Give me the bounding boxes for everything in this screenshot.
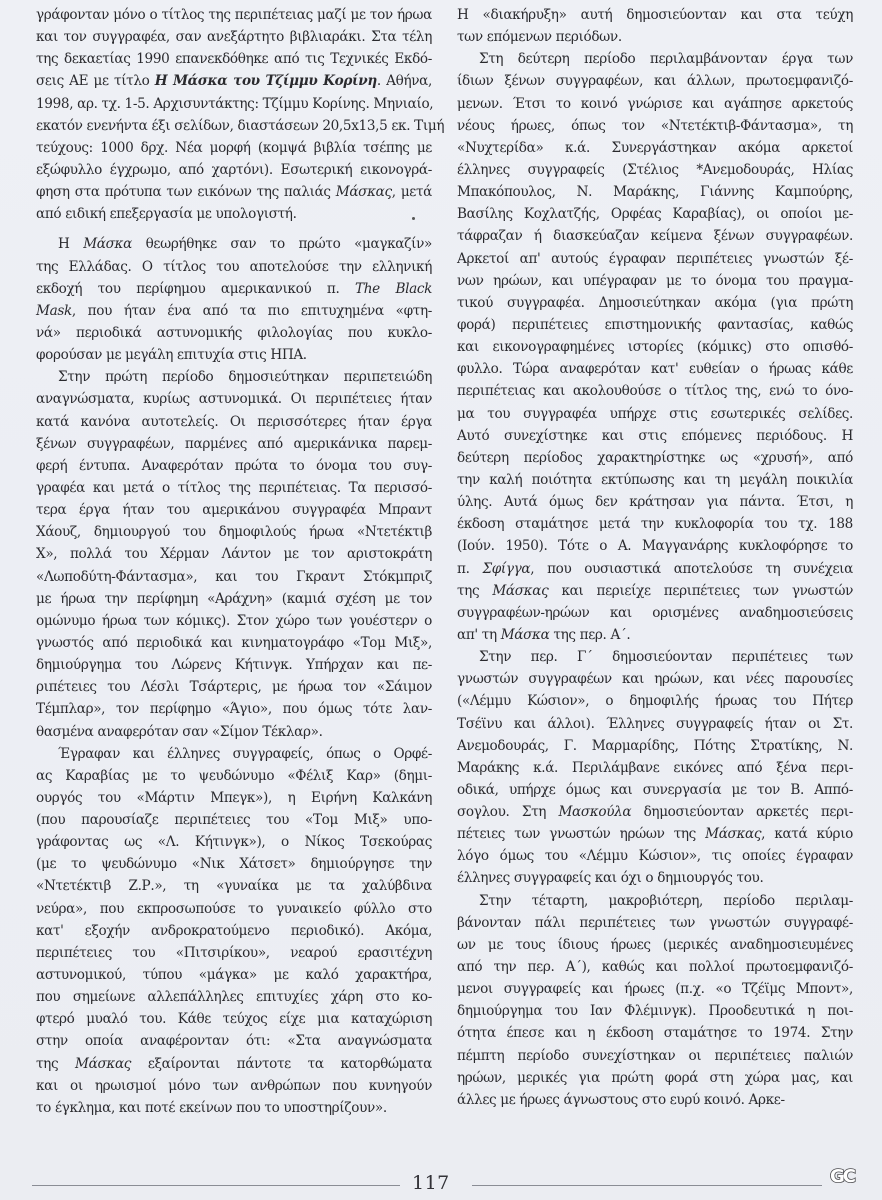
italic-text: Μάσκας: [705, 826, 762, 843]
text-line: [457, 535, 853, 557]
text-run: αστυνομικού, τύπου «μάγκα» με καλό χαρακτήρα,: [36, 967, 432, 984]
text-line: [36, 233, 432, 255]
paragraph: [36, 4, 445, 225]
text-run: ίδιων ξένων συγγραφέων, και άλλων, πρωτοεμφανιζό-: [457, 73, 853, 90]
text-line: [36, 986, 432, 1008]
text-line: [457, 115, 853, 137]
text-run: ριπέτειες του Λέσλι Τσάρτερις, με ήρωα τον «Σάιμον: [36, 679, 432, 696]
text-line: [457, 248, 853, 270]
text-run: «Νυχτερίδα» κ.ά. Συνεργάστηκαν ακόμα αρκετοί: [457, 139, 853, 156]
text-run: ότητα έπεσε και η έκδοση σταμάτησε το 1974. Στην: [457, 1025, 853, 1042]
footer-rule-right: [472, 1185, 822, 1186]
text-line: [457, 735, 853, 757]
text-line: [457, 4, 853, 26]
text-run: Στην περ. Γ΄ δημοσιεύονταν περιπέτειες των: [479, 649, 853, 666]
text-line: [457, 779, 853, 801]
text-line: [36, 898, 432, 920]
text-line: [457, 292, 853, 314]
text-run: και περιείχε περιπέτειες των γνωστών: [548, 582, 853, 599]
text-run: πέτειες των γνωστών ηρώων της: [457, 826, 706, 843]
text-line: [457, 48, 853, 70]
text-run: της: [457, 582, 493, 599]
text-run: πέμπτη περίοδο συνεχίστηκαν οι περιπέτειες παλιών: [457, 1047, 853, 1064]
text-line: [36, 344, 432, 366]
text-run: , που ήταν ένα από τα πιο επιτυχημένα «φτη-: [71, 302, 432, 319]
text-line: [36, 4, 432, 26]
text-run: Χάουζ, δημιουργού του δημοφιλούς ήρωα «Ντετέκτιβ: [36, 524, 432, 541]
text-run: και οι ηρωισμοί μόνο των ανθρώπων που κυνηγούν: [36, 1077, 432, 1094]
text-run: Ανεμοδουράς, Γ. Μαρμαρίδης, Πότης Στρατίκης, Ν.: [457, 737, 853, 754]
paragraph: [457, 890, 853, 1111]
text-run: εκδοχή του περίφημου αμερικανικού π.: [36, 280, 356, 297]
text-run: Η «διακήρυξη» αυτή δημοσιεύονταν και στα τεύχη: [457, 7, 853, 23]
text-line: [36, 70, 432, 92]
text-run: 1998, αρ. τχ. 1-5. Αρχισυντάκτης: Τζίμμυ Κορίνης. Μηνιαίο,: [36, 95, 434, 112]
text-run: περιπέτειας και ακολουθούσε ο τίτλος της, ενώ το όνο-: [457, 383, 853, 400]
text-line: [457, 336, 853, 358]
text-line: [36, 632, 432, 654]
text-run: σεις ΑΕ με τίτλο: [36, 73, 155, 90]
italic-text: Μάσκας: [75, 1055, 132, 1072]
text-run: φορά) περιπέτειες επιστημονικής φαντασίας, καθώς: [457, 316, 853, 333]
text-line: [457, 690, 853, 712]
text-line: [36, 942, 432, 964]
text-run: γνωστών συγγραφέων και ηρώων, και νέες παρουσίες: [457, 671, 853, 688]
text-run: τερα έργα ήταν του αμερικάνου συγγραφέα Μπραντ: [36, 502, 432, 519]
text-run: τάφραζαν ή διασκεύαζαν κείμενα ξένων συγγραφέων.: [457, 228, 853, 245]
text-run: και εικονογραφημένες ιστορίες (κόμικς) στο οπισθό-: [457, 339, 853, 356]
text-line: [457, 646, 853, 668]
text-run: μενων. Έτσι το κοινό γνώρισε και αγάπησε αρκετούς: [457, 95, 853, 112]
text-run: λόγο όμως του «Λέμμυ Κώσιον», τις οποίες έγραφαν: [457, 848, 853, 865]
text-run: δημιούργημα του Λώρενς Κήτινγκ. Υπήρχαν και πε-: [36, 657, 432, 674]
text-run: γραφέα και μετά ο τίτλος της περιπέτειας. Τα περισσό-: [36, 479, 432, 496]
text-line: [457, 137, 853, 159]
italic-text: Μάσκας: [335, 184, 392, 201]
text-run: τεύχους: 1000 δρχ. Νέα μορφή (κομψά βιβλία τσέπης με: [36, 139, 432, 156]
text-run: , μετά: [391, 184, 432, 201]
text-run: Μαράκης κ.ά. Περιλάμβανε εικόνες από ξένα περι-: [457, 759, 853, 776]
text-run: ομώνυμο ήρωα των κόμικς). Στον χώρο των γουέστερν ο: [36, 612, 432, 629]
italic-text: Μάσκα: [83, 236, 132, 253]
text-run: Τσέϊνυ και άλλοι). Έλληνες συγγραφείς ήταν οι Στ.: [457, 715, 853, 732]
text-run: «Λωποδύτη-Φάντασμα», και του Γκραντ Στόκμπριζ: [36, 568, 432, 585]
text-line: [457, 801, 853, 823]
paragraph: [457, 48, 853, 646]
italic-text: Μάσκας: [492, 582, 549, 599]
text-run: Χ», πολλά του Χέρμαν Λάντον με τον αριστοκράτη: [36, 546, 432, 563]
text-line: [36, 203, 432, 225]
italic-text: Μασκούλα: [558, 804, 632, 821]
text-run: συγγραφέων-ηρώων και ορισμένες αναδημοσιεύσεις: [457, 604, 853, 621]
text-line: [457, 425, 853, 447]
text-line: [36, 433, 432, 455]
text-line: [36, 765, 432, 787]
italic-text: The Black: [355, 280, 432, 297]
text-line: [36, 322, 432, 344]
text-line: [36, 256, 432, 278]
text-run: με ήρωα την περίφημη «Αράχνη» (καμιά σχέση με τον: [36, 590, 432, 607]
text-run: «Ντετέκτιβ Ζ.Ρ.», τη «γυναίκα με τα χαλύβδινα: [36, 878, 432, 895]
text-line: [36, 1075, 432, 1097]
text-line: [457, 956, 853, 978]
page-number: 117: [412, 1172, 450, 1194]
text-run: έκδοση σταμάτησε μετά την κυκλοφορία του τχ. 188: [457, 516, 853, 533]
text-line: [457, 203, 853, 225]
publisher-logo-icon: GC: [830, 1166, 854, 1187]
text-line: [457, 447, 853, 469]
text-run: Στη δεύτερη περίοδο περιλαμβάνονταν έργα των: [479, 51, 853, 68]
text-line: [36, 48, 432, 70]
text-run: απ' τη: [457, 626, 501, 643]
text-line: [457, 624, 853, 646]
text-run: . Αθήνα,: [376, 73, 432, 90]
text-line: [457, 890, 853, 912]
text-line: [457, 26, 853, 48]
paragraph: [36, 743, 432, 1119]
scan-speck: [412, 217, 415, 220]
text-line: [36, 920, 432, 942]
text-run: Έγραφαν και έλληνες συγγραφείς, όπως ο Ορφέ-: [58, 745, 432, 762]
text-run: φερή έντυπα. Αναφερόταν πρώτα το όνομα του συγ-: [36, 457, 432, 474]
text-run: εκατόν ενενήντα έξι σελίδων, διαστάσεων 20,5x13,5 εκ. Τιμή: [36, 117, 445, 134]
text-run: της περ. Α΄.: [549, 626, 631, 643]
paragraph: [457, 646, 853, 890]
text-line: [36, 137, 432, 159]
text-line: [36, 721, 432, 743]
text-line: [36, 787, 432, 809]
text-line: [36, 875, 432, 897]
text-line: [36, 1053, 432, 1075]
text-line: [457, 380, 853, 402]
text-run: φορούσαν με μεγάλη επιτυχία στις ΗΠΑ.: [36, 347, 307, 364]
text-run: οδικά, υπήρχε όμως και συνεργασία με τον Β. Αππό-: [457, 781, 853, 798]
text-run: π.: [457, 560, 483, 577]
text-line: [36, 521, 432, 543]
text-run: ων με τους ίδιους ήρωες (μερικές αναδημοσιευμένες: [457, 936, 853, 953]
text-line: [36, 455, 432, 477]
text-run: , που ουσιαστικά αποτελούσε τη συνέχεια: [530, 560, 853, 577]
text-run: της Ελλάδας. Ο τίτλος του αποτελούσε την ελληνική: [36, 258, 432, 275]
text-run: φτερό μυαλό του. Κάθε τεύχος είχε μια καταχώριση: [36, 1011, 432, 1028]
text-run: θασμένα αναφερόταν σαν «Σίμον Τέκλαρ».: [36, 723, 323, 740]
text-run: εξώφυλλο έγχρωμο, από χαρτόνι). Εσωτερική εικονογρά-: [36, 161, 432, 178]
text-run: ξένων συγγραφέων, παρμένες από αμερικάνικα παρεμ-: [36, 435, 432, 452]
text-line: [457, 314, 853, 336]
text-line: [457, 1045, 853, 1067]
footer-rule-left: [32, 1185, 400, 1186]
text-run: νεύρα», που εκπροσωπούσε το γυναικείο φύλλο στο: [36, 900, 432, 917]
paragraph: [457, 4, 853, 48]
text-line: [36, 26, 432, 48]
text-run: γράφονταν μόνο ο τίτλος της περιπέτειας μαζί με τον ήρωα: [36, 7, 432, 23]
text-run: («Λέμμυ Κώσιον», ο δημοφιλής ήρωας του Πήτερ: [457, 693, 853, 710]
text-run: νέους ήρωες, όπως τον «Ντετέκτιβ-Φάντασμα», τη: [457, 117, 853, 134]
text-line: [457, 1067, 853, 1089]
text-line: [457, 70, 853, 92]
text-line: [36, 676, 432, 698]
text-line: [457, 912, 853, 934]
text-line: [457, 713, 853, 735]
text-run: γνωστός από περιοδικά και κινηματογράφο «Τομ Μιξ»,: [36, 634, 432, 651]
text-run: δεύτερη περίοδος χαρακτηρίστηκε ως «χρυσή», από: [457, 449, 853, 466]
text-line: [36, 1030, 432, 1052]
text-line: [36, 1097, 432, 1119]
text-line: [36, 181, 432, 203]
text-line: [457, 225, 853, 247]
right-column: [457, 4, 853, 1111]
text-line: [457, 978, 853, 1000]
text-run: , κατά κύριο: [761, 826, 854, 843]
text-run: το έγκλημα, και ποτέ εκείνων που το υποστηρίζουν».: [36, 1099, 387, 1116]
text-run: (που παρουσίαζε περιπέτειες του «Τομ Μιξ» υπο-: [36, 812, 432, 829]
text-run: (Ιούν. 1950). Τότε ο Α. Μαγγανάρης κυκλοφόρησε το: [457, 538, 853, 555]
text-line: [457, 1089, 853, 1111]
text-line: [36, 159, 432, 181]
text-line: [36, 93, 432, 115]
text-line: [36, 743, 432, 765]
text-run: γράφοντας ως «Λ. Κήτινγκ»), ο Νίκος Τσεκούρας: [36, 834, 432, 851]
italic-text: Σφίγγα: [482, 560, 531, 577]
text-line: [36, 610, 432, 632]
text-line: [36, 588, 432, 610]
text-run: νων ηρώων, και υπέγραφαν με το όνομα του πραγμα-: [457, 272, 853, 289]
text-run: Στην πρώτη περίοδο δημοσιεύτηκαν περιπετειώδη: [58, 369, 432, 386]
italic-text: Μάσκα: [500, 626, 550, 643]
paragraph: [36, 366, 432, 742]
text-run: ηρώων, μερικές για πρώτη φορά στη χώρα μας, και: [457, 1069, 853, 1086]
text-line: [457, 270, 853, 292]
text-run: Αυτό συνεχίστηκε και στις επόμενες περιόδους. Η: [457, 427, 853, 444]
text-run: βάνονταν πάλι περιπέτειες των γνωστών συγγραφέ-: [457, 914, 853, 931]
text-line: [36, 1008, 432, 1030]
text-line: [457, 181, 853, 203]
text-run: σογλου. Στη: [457, 804, 559, 821]
text-line: [36, 853, 432, 875]
text-run: φηση στα πρότυπα των εικόνων της παλιάς: [36, 184, 336, 201]
text-line: [36, 698, 432, 720]
bold-title-text: Η Μάσκα του Τζίμμυ Κορίνη: [154, 73, 377, 90]
text-run: αναγνώσματα, κυρίως αστυνομικά. Οι περιπέτειες ήταν: [36, 391, 432, 408]
text-line: [36, 964, 432, 986]
paragraph-gap: [36, 225, 432, 233]
text-run: ουργός του «Μάρτιν Μπεγκ»), η Ειρήνη Καλκάνη: [36, 789, 432, 806]
text-line: [36, 115, 445, 137]
paragraph: [36, 233, 432, 366]
text-line: [36, 543, 432, 565]
text-run: Στην τέταρτη, μακροβιότερη, περίοδο περιλαμ-: [479, 892, 853, 909]
text-line: [457, 93, 853, 115]
text-run: Αρκετοί απ' αυτούς έγραφαν περιπέτειες γνωστών ξέ-: [457, 250, 853, 267]
text-run: δημοσιεύονταν αρκετές περι-: [631, 804, 853, 821]
text-line: [36, 566, 432, 588]
text-run: μα του συγγραφέα υπήρχε στις εσωτερικές σελίδες.: [457, 405, 853, 422]
text-line: [457, 867, 853, 889]
text-run: εξαίρονται πάντοτε τα κατορθώματα: [131, 1055, 432, 1072]
text-line: [36, 477, 432, 499]
text-line: [36, 809, 432, 831]
text-line: [457, 845, 853, 867]
text-line: [457, 558, 853, 580]
text-line: [36, 499, 432, 521]
text-line: [457, 757, 853, 779]
text-run: ύλης. Αυτά όμως δεν κράτησαν για πάντα. Έτσι, η: [457, 494, 853, 511]
text-run: έλληνες συγγραφείς (Στέλιος *Ανεμοδουράς, Ηλίας: [457, 161, 853, 178]
text-run: ας Καραβίας με το ψευδώνυμο «Φέλιξ Καρ» (δημι-: [36, 767, 432, 784]
text-line: [36, 654, 432, 676]
text-run: της δεκαετίας 1990 επανεκδόθηκε από τις Τεχνικές Εκδό-: [36, 51, 432, 68]
text-line: [457, 159, 853, 181]
text-line: [457, 469, 853, 491]
text-run: των επόμενων περιόδων.: [457, 29, 622, 46]
text-line: [457, 602, 853, 624]
text-run: την καλή ποιότητα εκτύπωσης και τη μεγάλη ποικιλία: [457, 471, 853, 488]
text-run: δημιούργημα του Ιαν Φλέμινγκ). Προοδευτικά η ποι-: [457, 1003, 853, 1020]
italic-text: Mask: [36, 302, 72, 319]
text-run: από την περ. Α΄), καθώς και πολλοί πρωτοεμφανιζό-: [457, 959, 853, 976]
text-run: Τέμπλαρ», τον περίφημο «Άγιο», που όμως τότε λαν-: [36, 701, 432, 718]
text-line: [36, 388, 432, 410]
text-run: νά» περιοδικά αστυνομικής φιλολογίας που κυκλο-: [36, 324, 432, 341]
text-run: Μπακόπουλος, Ν. Μαράκης, Γιάννης Καμπούρης,: [457, 184, 853, 201]
text-run: φυλλο. Τώρα αναφερόταν κατ' ευθείαν ο ήρωας κάθε: [457, 361, 853, 378]
text-run: έλληνες συγγραφείς και όχι ο δημιουργός του.: [457, 870, 764, 887]
text-line: [457, 358, 853, 380]
text-run: μενοι συγγραφείς και ήρωες (π.χ. «ο Τζέϊμς Μποντ»,: [457, 981, 853, 998]
text-run: Η: [58, 236, 84, 253]
text-run: Βασίλης Κοχλατζής, Ορφέας Καραβίας), οι οποίοι με-: [457, 206, 853, 223]
text-run: θεωρήθηκε σαν το πρώτο «μαγκαζίν»: [131, 236, 432, 253]
text-line: [36, 366, 432, 388]
text-line: [457, 1000, 853, 1022]
text-run: (με το ψευδώνυμο «Νικ Χάτσετ» δημιούργησε την: [36, 856, 432, 873]
text-line: [36, 831, 432, 853]
text-line: [36, 411, 432, 433]
text-run: στην οποία αναφέρονταν ότι: «Στα αναγνώσματα: [36, 1033, 432, 1050]
text-run: της: [36, 1055, 76, 1072]
text-run: άλλες με ήρωες άγνωστους στο ευρύ κοινό. Αρκε-: [457, 1091, 785, 1108]
text-line: [457, 491, 853, 513]
text-line: [457, 823, 853, 845]
text-run: που σημείωνε αλλεπάλληλες επιτυχίες χάρη στο κο-: [36, 989, 432, 1006]
text-line: [36, 300, 432, 322]
text-run: κατά κανόνα αυτοτελείς. Οι περισσότερες ήταν έργα: [36, 413, 432, 430]
text-run: περιπέτειες του «Πιτσιρίκου», νεαρού ερασιτέχνη: [36, 944, 432, 961]
text-line: [457, 580, 853, 602]
text-line: [457, 513, 853, 535]
text-line: [457, 403, 853, 425]
text-run: κατ' εξοχήν ανδροκρατούμενο περιοδικό). Ακόμα,: [36, 922, 432, 939]
left-column: [36, 4, 445, 1119]
text-line: [457, 668, 853, 690]
text-line: [457, 934, 853, 956]
text-run: και τον συγγραφέα, σαν ανεξάρτητο βιβλιαράκι. Στα τέλη: [36, 29, 432, 46]
text-line: [457, 1022, 853, 1044]
text-line: [36, 278, 432, 300]
text-run: από ειδική επεξεργασία με υπολογιστή.: [36, 206, 297, 223]
text-run: τικού συγγραφέα. Δημοσιεύτηκαν ακόμα (για πρώτη: [457, 294, 853, 311]
